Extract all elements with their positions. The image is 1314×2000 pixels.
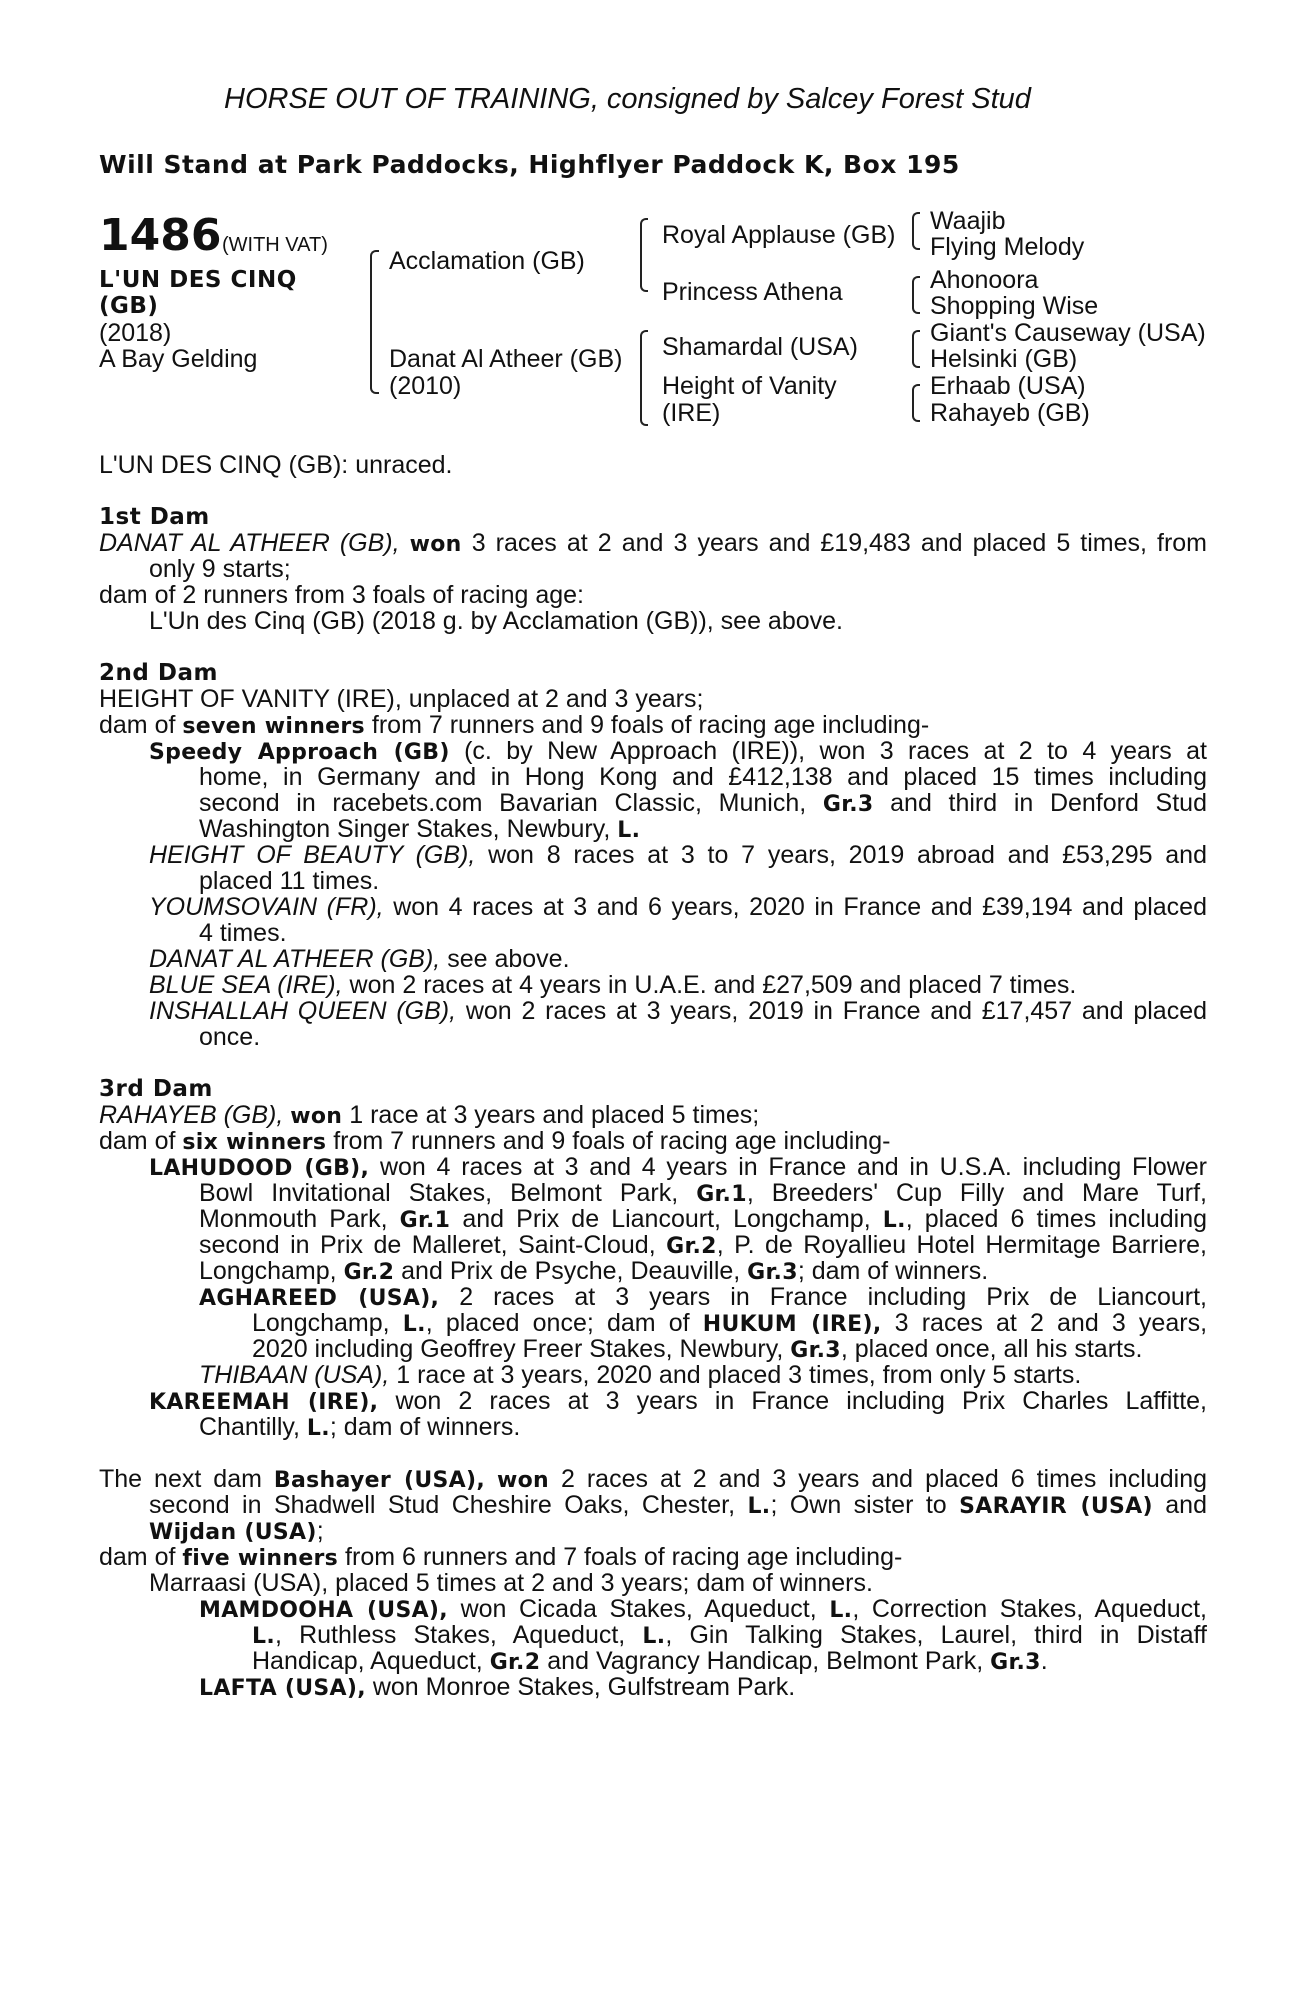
lah-line3: [199, 1206, 1207, 1234]
agh-l3b: Gr.3: [790, 1338, 841, 1363]
next-dam-l4a: dam of: [99, 1543, 176, 1571]
mam-l1c: , Correction Stakes, Aqueduct,: [852, 1595, 1208, 1623]
lah-l2c: , Breeders' Cup Filly and Mare Turf,: [746, 1179, 1207, 1207]
next-dam-line1: [99, 1466, 1207, 1494]
mam-l3d: Gr.3: [990, 1650, 1041, 1675]
agh-l2b: L.: [402, 1312, 426, 1337]
beauty-line2: placed 11 times.: [199, 867, 380, 895]
youm-line1: [149, 894, 1207, 920]
third-dam-record: 1 race at 3 years and placed 5 times;: [349, 1101, 760, 1129]
pedigree-dam-year: (2010): [389, 372, 462, 400]
danat-text: see above.: [447, 945, 570, 973]
pedigree-dam-sire: Shamardal (USA): [662, 333, 858, 361]
insh-line2: once.: [199, 1023, 261, 1051]
laf-line: [199, 1674, 795, 1702]
insh-name: INSHALLAH QUEEN (GB),: [149, 997, 457, 1025]
pedigree-dam-dam-country: (IRE): [662, 399, 721, 427]
lah-line5: [199, 1258, 988, 1286]
kar-text: won 2 races at 3 years in France including Prix Charles Laffitte,: [395, 1387, 1207, 1415]
lah-l2a: Bowl Invitational Stakes, Belmont Park,: [199, 1179, 679, 1207]
lah-l5e: ; dam of winners.: [797, 1257, 989, 1285]
laf-name: LAFTA (USA),: [199, 1676, 366, 1701]
lah-l5c: and Prix de Psyche, Deauville,: [401, 1257, 741, 1285]
pedigree-g3-5: Giant's Causeway (USA): [930, 319, 1206, 347]
agh-line2: [252, 1310, 1207, 1338]
next-dam-l2c: ; Own sister to: [770, 1491, 947, 1519]
speedy-l4a: Washington Singer Stakes, Newbury,: [199, 815, 611, 843]
first-dam-line3: dam of 2 runners from 3 foals of racing age:: [99, 581, 584, 609]
third-dam-dam-of: dam of: [99, 1127, 176, 1155]
pedigree-brace-g78: [912, 384, 920, 422]
pedigree-brace-dam: [640, 330, 648, 426]
agh-name: AGHAREED (USA),: [199, 1286, 440, 1311]
danat-line: [149, 946, 570, 972]
pedigree-g3-1: Waajib: [930, 207, 1006, 235]
horse-name-country: (GB): [99, 293, 159, 319]
mam-line1: [199, 1596, 1207, 1624]
next-dam-l2e: and: [1165, 1491, 1207, 1519]
speedy-line2: home, in Germany and in Hong Kong and £412,138 and placed 15 times including: [199, 763, 1207, 791]
agh-line1: [199, 1284, 1207, 1312]
thib-line: [199, 1362, 1081, 1388]
pedigree-g3-7: Erhaab (USA): [930, 372, 1086, 400]
next-dam-l2a: second in Shadwell Stud Cheshire Oaks, Chester,: [149, 1491, 736, 1519]
speedy-l3c: and third in Denford Stud: [890, 789, 1207, 817]
pedigree-g3-2: Flying Melody: [930, 233, 1085, 261]
kar-name: KAREEMAH (IRE),: [149, 1390, 379, 1415]
lah-name: LAHUDOOD (GB),: [149, 1156, 370, 1181]
pedigree-g3-8: Rahayeb (GB): [930, 399, 1090, 427]
mam-l3e: .: [1040, 1647, 1048, 1675]
next-dam-line3: [149, 1518, 324, 1546]
next-dam-l3b: ;: [316, 1517, 324, 1545]
agh-line3: [252, 1336, 1142, 1364]
lah-line4: [199, 1232, 1207, 1260]
lah-l5a: Longchamp,: [199, 1257, 337, 1285]
mam-name: MAMDOOHA (USA),: [199, 1598, 448, 1623]
blue-text: won 2 races at 4 years in U.A.E. and £27,509 and placed 7 times.: [349, 971, 1077, 999]
third-dam-won: won: [290, 1104, 343, 1129]
mam-l3b: Gr.2: [489, 1650, 541, 1675]
second-dam-runners: from 7 runners and 9 foals of racing age including-: [371, 711, 930, 739]
mam-l2d: , Gin Talking Stakes, Laurel, third in Distaff: [665, 1621, 1207, 1649]
pedigree-dam: Danat Al Atheer (GB): [389, 345, 623, 373]
next-dam-l2d: SARAYIR (USA): [959, 1494, 1153, 1519]
lah-text: won 4 races at 3 and 4 years in France and in U.S.A. including Flower: [379, 1153, 1208, 1181]
pedigree-g3-3: Ahonoora: [930, 266, 1039, 294]
first-dam-line1: [99, 530, 1207, 558]
blue-name: BLUE SEA (IRE),: [149, 971, 343, 999]
kar-l2b: L.: [306, 1416, 330, 1441]
horse-description: A Bay Gelding: [99, 345, 258, 373]
lah-l4a: second in Prix de Malleret, Saint-Cloud,: [199, 1231, 656, 1259]
lah-l3d: L.: [882, 1208, 906, 1233]
beauty-line1: [149, 842, 1207, 868]
first-dam-line4: L'Un des Cinq (GB) (2018 g. by Acclamation (GB)), see above.: [149, 607, 843, 635]
kar-l2a: Chantilly,: [199, 1413, 300, 1441]
speedy-line3: [199, 790, 1207, 818]
kar-line2: [199, 1414, 520, 1442]
second-dam-heading: 2nd Dam: [99, 660, 218, 686]
pedigree-brace-gen1: [370, 250, 379, 394]
mam-l2c: L.: [642, 1624, 666, 1649]
next-dam-l1a: The next dam: [99, 1465, 262, 1493]
mam-l3a: Handicap, Aqueduct,: [252, 1647, 483, 1675]
mam-l1b: L.: [829, 1598, 853, 1623]
agh-l3c: , placed once, all his starts.: [840, 1335, 1143, 1363]
horse-name: L'UN DES CINQ: [99, 267, 297, 293]
pedigree-brace-sire: [640, 218, 648, 292]
speedy-line1: [149, 738, 1207, 766]
next-dam-l4c: from 6 runners and 7 foals of racing age including-: [345, 1543, 903, 1571]
pedigree-dam-dam: Height of Vanity: [662, 372, 837, 400]
next-dam-l1d: 2 races at 2 and 3 years and placed 6 times including: [560, 1465, 1208, 1493]
pedigree-sire: Acclamation (GB): [389, 247, 585, 275]
third-dam-winners: six winners: [182, 1130, 327, 1155]
pedigree-brace-g34: [912, 276, 920, 314]
next-dam-l3a: Wijdan (USA): [149, 1520, 317, 1545]
lah-l5b: Gr.2: [343, 1260, 395, 1285]
thib-name: THIBAAN (USA),: [199, 1361, 390, 1389]
lah-l3e: , placed 6 times including: [905, 1205, 1208, 1233]
first-dam-name: DANAT AL ATHEER (GB),: [99, 529, 400, 557]
agh-l2e: 3 races at 2 and 3 years,: [894, 1309, 1208, 1337]
next-dam-l4b: five winners: [182, 1546, 339, 1571]
youm-name: YOUMSOVAIN (FR),: [149, 893, 384, 921]
agh-l2d: HUKUM (IRE),: [702, 1312, 882, 1337]
next-dam-name: Bashayer (USA),: [273, 1468, 485, 1493]
mam-line2: [252, 1622, 1207, 1650]
pedigree-g3-4: Shopping Wise: [930, 292, 1099, 320]
beauty-text: won 8 races at 3 to 7 years, 2019 abroad and £53,295 and: [488, 841, 1207, 869]
beauty-name: HEIGHT OF BEAUTY (GB),: [149, 841, 476, 869]
first-dam-heading: 1st Dam: [99, 504, 210, 530]
racing-record: L'UN DES CINQ (GB): unraced.: [99, 451, 453, 479]
speedy-l4b: L.: [617, 818, 641, 843]
next-dam-line4: [99, 1544, 902, 1572]
agh-l2c: , placed once; dam of: [425, 1309, 690, 1337]
horse-year: (2018): [99, 319, 172, 347]
speedy-text: (c. by New Approach (IRE)), won 3 races at 2 to 4 years at: [464, 737, 1208, 765]
kar-l2c: ; dam of winners.: [329, 1413, 521, 1441]
next-dam-l2b: L.: [747, 1494, 771, 1519]
insh-text: won 2 races at 3 years, 2019 in France and £17,457 and placed: [465, 997, 1208, 1025]
lah-l3b: Gr.1: [399, 1208, 451, 1233]
second-dam-line1: HEIGHT OF VANITY (IRE), unplaced at 2 and 3 years;: [99, 685, 704, 713]
first-dam-won: won: [409, 532, 462, 557]
lah-l2b: Gr.1: [696, 1182, 747, 1207]
speedy-l3b: Gr.3: [822, 792, 874, 817]
second-dam-dam-of: dam of: [99, 711, 176, 739]
pedigree-sire-dam: Princess Athena: [662, 278, 843, 306]
third-dam-runners: from 7 runners and 9 foals of racing age including-: [333, 1127, 891, 1155]
thib-text: 1 race at 3 years, 2020 and placed 3 times, from only 5 starts.: [396, 1361, 1082, 1389]
next-dam-won: won: [496, 1468, 549, 1493]
mam-l2b: , Ruthless Stakes, Aqueduct,: [274, 1621, 626, 1649]
second-dam-line2: [99, 712, 929, 740]
agh-l3a: 2020 including Geoffrey Freer Stakes, Newbury,: [252, 1335, 784, 1363]
lah-l4c: , P. de Royallieu Hotel Hermitage Barriere,: [716, 1231, 1207, 1259]
lah-l3c: and Prix de Liancourt, Longchamp,: [462, 1205, 871, 1233]
third-dam-heading: 3rd Dam: [99, 1076, 213, 1102]
speedy-l3a: second in racebets.com Bavarian Classic, Munich,: [199, 789, 807, 817]
mam-l1: won Cicada Stakes, Aqueduct,: [460, 1595, 817, 1623]
third-dam-line2: [99, 1128, 890, 1156]
third-dam-name: RAHAYEB (GB),: [99, 1101, 284, 1129]
speedy-name: Speedy Approach (GB): [149, 740, 450, 765]
marr-line: Marraasi (USA), placed 5 times at 2 and 3 years; dam of winners.: [149, 1569, 873, 1597]
first-dam-record: 3 races at 2 and 3 years and £19,483 and placed 5 times, from: [471, 529, 1208, 557]
blue-line: [149, 972, 1076, 998]
lah-l5d: Gr.3: [747, 1260, 798, 1285]
vat-label: (WITH VAT): [222, 234, 328, 256]
pedigree-brace-g56: [912, 330, 920, 368]
lah-l4b: Gr.2: [666, 1234, 717, 1259]
mam-line3: [252, 1648, 1048, 1676]
next-dam-line2: [149, 1492, 1207, 1520]
pedigree-sire-sire: Royal Applause (GB): [662, 221, 896, 249]
kar-line1: [149, 1388, 1207, 1416]
insh-line1: [149, 998, 1207, 1024]
lah-line1: [149, 1154, 1207, 1182]
lah-line2: [199, 1180, 1207, 1208]
agh-l2a: Longchamp,: [252, 1309, 390, 1337]
pedigree-g3-6: Helsinki (GB): [930, 345, 1078, 373]
danat-name: DANAT AL ATHEER (GB),: [149, 945, 441, 973]
speedy-line4: [199, 816, 640, 844]
first-dam-line2: only 9 starts;: [149, 555, 291, 583]
stand-location: Will Stand at Park Paddocks, Highflyer Paddock K, Box 195: [99, 150, 960, 179]
page-title: HORSE OUT OF TRAINING, consigned by Salcey Forest Stud: [224, 83, 1031, 115]
third-dam-line1: [99, 1102, 759, 1130]
lah-l3a: Monmouth Park,: [199, 1205, 388, 1233]
mam-l3c: and Vagrancy Handicap, Belmont Park,: [547, 1647, 984, 1675]
mam-l2a: L.: [252, 1624, 275, 1649]
agh-text: 2 races at 3 years in France including Prix de Liancourt,: [459, 1283, 1207, 1311]
laf-text: won Monroe Stakes, Gulfstream Park.: [372, 1673, 796, 1701]
second-dam-winners: seven winners: [182, 714, 365, 739]
pedigree-brace-g12: [912, 212, 920, 250]
youm-line2: 4 times.: [199, 919, 287, 947]
youm-text: won 4 races at 3 and 6 years, 2020 in France and £39,194 and placed: [393, 893, 1207, 921]
lot-number: 1486: [99, 210, 222, 261]
